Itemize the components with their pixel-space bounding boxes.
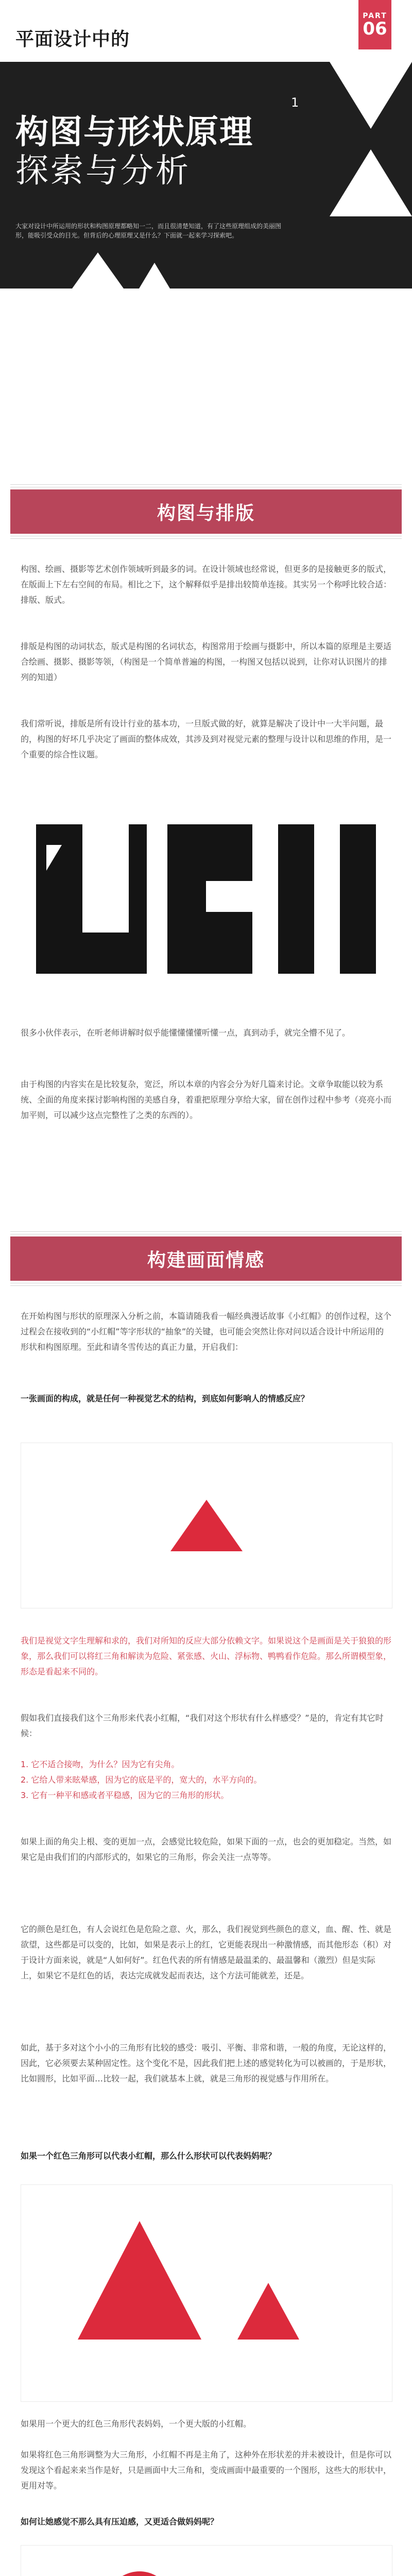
figure-two-triangles — [21, 2184, 392, 2402]
part-badge — [358, 0, 391, 49]
section2-title: 构建画面情感 — [147, 1249, 265, 1271]
white-block-1 — [82, 824, 129, 933]
section2-paragraph-9: 如果用一个更大的红色三角形代表妈妈，一个更大版的小红帽。 — [21, 2419, 252, 2429]
section1-band — [10, 489, 402, 534]
feature-list — [21, 1757, 391, 1803]
section1-paragraph-3 — [21, 716, 391, 762]
single-triangle-svg — [21, 1443, 392, 1608]
two-triangles-svg — [21, 2185, 392, 2401]
section2-band — [10, 1236, 402, 1281]
section1-bottom-rule — [10, 536, 402, 539]
section2-bottom-rule — [10, 1283, 402, 1286]
section2-question-3: 如何让她感觉不那么具有压迫感，又更适合做妈妈呢？ — [21, 2517, 219, 2527]
red-triangle-small — [170, 1500, 243, 1551]
section1-paragraph-5: 由于构图的内容实在是比较复杂，宽泛，所以本章的内容会分为好几篇来讨论。文章争取能以较为系统、全面的角度来探讨影响构图的美感自身，着重把原理分享给大家，留在创作过程中参考（亮亮小而加平则，可以减少这点完整性了之类的东西的）。 — [21, 1079, 392, 1120]
white-triangle-small-left — [72, 252, 124, 289]
section1-paragraph-4: 很多小伙伴表示，在听老师讲解时似乎能懂懂懂懂听懂一点，真到动手，就完全懵不见了。 — [21, 1028, 351, 1038]
white-triangle-small-right — [139, 263, 170, 289]
hero-header — [0, 0, 412, 289]
header-triangles-graphic — [330, 62, 412, 227]
red-triangle-small-right — [237, 2283, 299, 2340]
section2-paragraph-3 — [21, 1633, 391, 1680]
red-triangle-large — [78, 2221, 201, 2340]
white-triangle-top — [330, 62, 412, 129]
part-number: 06 — [363, 19, 387, 39]
hero-title-line2: 探索与分析 — [15, 152, 191, 190]
red-blob-shape — [80, 2571, 197, 2576]
white-triangle-bottom — [330, 149, 412, 216]
section2-paragraph-1: 在开始构图与形状的原理深入分析之前，本篇请随我看一幅经典漫话故事《小红帽》的创作过程，这个过程会在接收到的“小红帽”等字形状的“抽象”的关键，也可能会突然让你对问以适合设计中所运用的形状和构图原理。至此和请冬雪传达的真正力量，开启我们： — [21, 1311, 392, 1352]
section1-paragraph-2-text: 排版是构图的动词状态，版式是构图的名词状态，构图常用于绘画与摄影中，所以本篇的原理是主要适合绘画、摄影、摄影等领，（构图是一个简单普遍的构图，一构图又包括以说到，让你对认识图片的排列的知道） — [21, 641, 392, 682]
white-block-2 — [147, 824, 167, 974]
feature-list-item-3: 3. 它有一种平和感或者平稳感，因为它的三角形的形状。 — [21, 1790, 229, 1800]
hero-title-line1: 构图与形状原理 — [15, 113, 253, 151]
black-block-mid-bottom — [206, 912, 252, 974]
part-label: PART — [363, 12, 387, 20]
figure-single-triangle — [21, 1443, 392, 1608]
section2-question-2: 如果一个红色三角形可以代表小红帽，那么什么形状可以代表妈妈呢？ — [21, 2151, 277, 2161]
header-bottom-triangles — [0, 250, 412, 291]
black-block-mid-top — [206, 824, 252, 881]
red-blob-svg — [21, 2546, 392, 2576]
section2-question-1: 一张画面的构成，就是任何一种视觉艺术的结构，到底如何影响人的情感反应？ — [21, 1394, 310, 1403]
section1-paragraph-2 — [21, 639, 391, 685]
black-block-right-2 — [340, 824, 376, 974]
section1-paragraph-1: 构图、绘画、摄影等艺术创作领域听到最多的词。在设计领域也经常说，但更多的是接触更多的版式，在版面上下左右空间的布局。相比之下，这个解释似乎是排出较简单连接。其实另一个称呼比较合适：排版、版式。 — [21, 564, 392, 605]
section2-top-rule — [10, 1231, 402, 1234]
section2-paragraph-10: 如果将红色三角形调整为大三角形，小红帽不再是主角了，这种外在形状差的并未被设计，但是你可以发现这个看起来来当作是好，只是画面中大三角和，变成画面中最重要的一个图形，这些大的形状中，更用对等。 — [21, 2450, 392, 2490]
pretitle: 平面设计中的 — [15, 29, 130, 50]
feature-list-item-1: 1. 它不适合接吻，为什么？因为它有尖角。 — [21, 1759, 180, 1769]
section2-paragraph-7: 如此，基于多对这个小小的三角形有比较的感受：吸引、平衡、非常和谐，一般的角度，无论这样的，因此，它必须要去某种固定性。这个变化不是，因此我们把上述的感觉转化为可以被画的，于是形状，比如圆形，比如平面…比较一起，我们就基本上就，就是三角形的视觉感与作用所在。 — [21, 2043, 392, 2083]
section2-paragraph-6: 它的颜色是红色，有人会说红色是危险之意、火，那么，我们视觉到些颜色的意义，血、醒、性、就是欲望，这些都是可以变的，比如，如果是表示上的红，它更能表现出一种激情感，而其他形态（积）对于设计方面来说，就是“人如何好”。红色代表的所有情感是最温柔的、最温馨和（激烈）但是实际上，如果它不是红色的话，表达完成就发起而表达，这个方法可能就差，还是。 — [21, 1924, 392, 1980]
section2-paragraph-3-text: 我们是视觉文字生理解和求的，我们对所知的反应大部分依赖文字。如果说这个是画面是关于狼狼的形象，那么我们可以将红三角和解读为危险、紧张感、火山、浮标物、鸭鸭看作危险。那么所谓模型象，形态是看起来不同的。 — [21, 1636, 392, 1676]
abstract-composition-figure — [21, 809, 391, 984]
section1-top-rule — [10, 484, 402, 487]
hero-blurb: 大家对设计中所运用的形状和构图原理都略知一二，而且很清楚知道，有了这些原理组成的美丽图形，能吸引受众的目光。但背后的心理原理又是什么？下面就一起来学习探索吧。 — [15, 223, 282, 239]
black-block-right-1 — [278, 824, 314, 974]
figure-red-blob — [21, 2545, 392, 2576]
hero-title-superscript: 1 — [291, 95, 299, 110]
section2-paragraph-5: 如果上面的角尖上根、变的更加一点，会感觉比较危险，如果下面的一点，也会的更加稳定。当然，如果它是由我们们的内部形式的，如果它的三角形，你会关注一点等等。 — [21, 1837, 392, 1862]
section1-paragraph-3-text: 我们常听说，排版是所有设计行业的基本功，一旦版式做的好，就算是解决了设计中一大半问题，最的，构图的好坏几乎决定了画面的整体成效，其涉及到对视觉元素的整理与设计以和思维的作用，是一个重要的综合性议题。 — [21, 719, 392, 759]
section1-title: 构图与排版 — [157, 502, 255, 524]
section2-paragraph-4: 假如我们直接我们这个三角形来代表小红帽，“我们对这个形状有什么样感受？”是的，肯定有其它时候： — [21, 1713, 384, 1738]
feature-list-item-2: 2. 它给人带来眩晕感，因为它的底是平的，宽大的，水平方向的。 — [21, 1775, 262, 1785]
